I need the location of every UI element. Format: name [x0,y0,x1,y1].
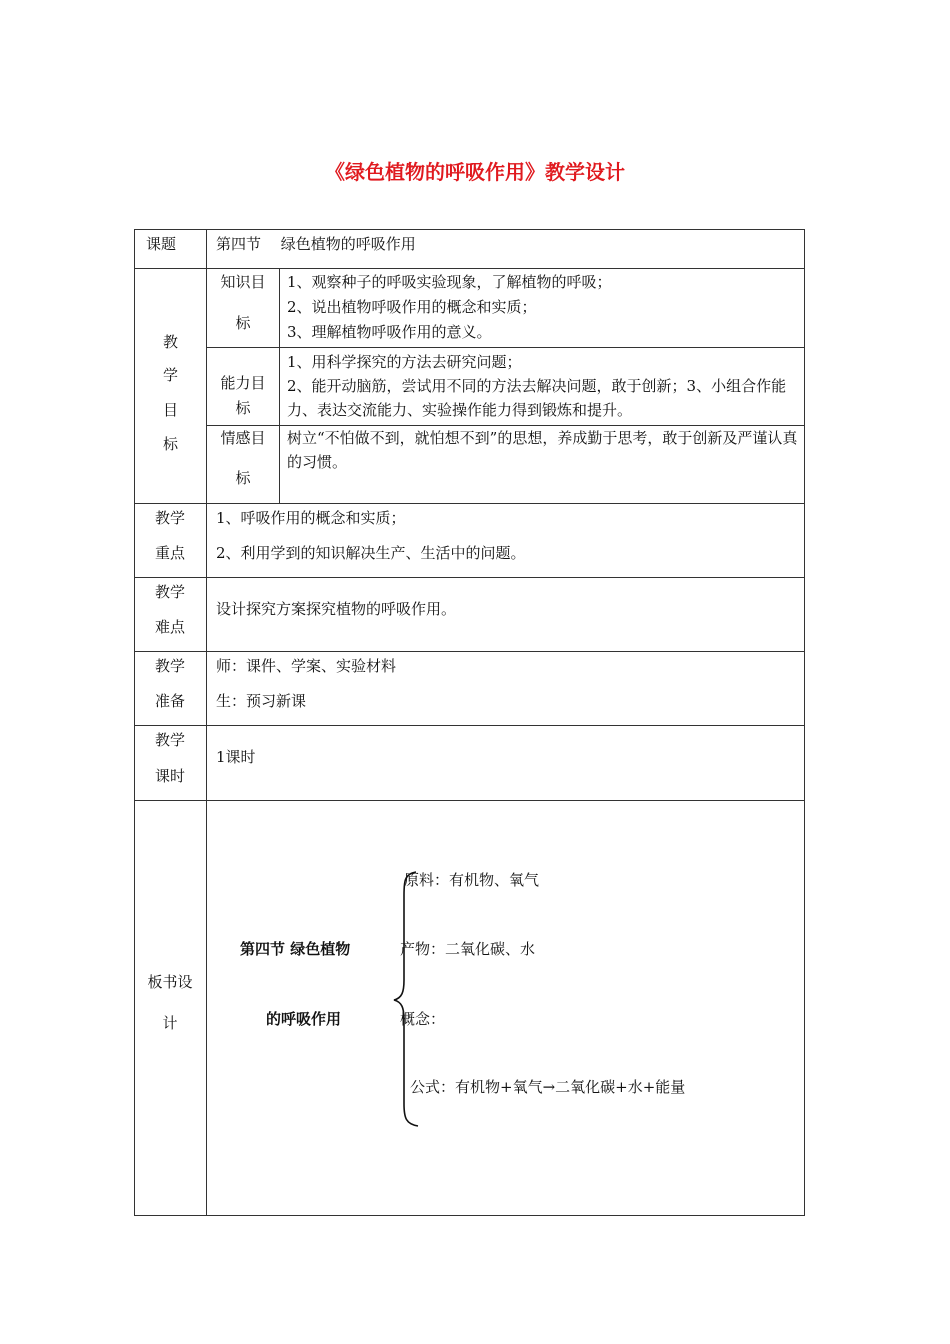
key-points-label: 重点 [154,544,185,562]
topic-label: 课题 [146,235,177,253]
objectives-label-char: 目 [163,401,179,419]
hours-label: 教学 [154,731,185,749]
objectives-label-char: 教 [163,333,179,351]
hours-text: 1课时 [216,748,256,766]
objectives-label-char: 标 [163,435,179,453]
board-item: 公式：有机物+氧气→二氧化碳+水+能量 [410,1078,686,1096]
ability-item: 2、能开动脑筋，尝试用不同的方法去解决问题，敢于创新；3、小组合作能力、表达交流能力、实验操作能力得到锻炼和提升。 [287,377,787,419]
topic-value: 第四节 绿色植物的呼吸作用 [216,235,416,253]
preparation-item: 生：预习新课 [216,692,307,710]
board-item: 概念： [400,1010,446,1028]
preparation-label: 准备 [154,692,185,710]
preparation-label: 教学 [154,657,185,675]
knowledge-item: 2、说出植物呼吸作用的概念和实质； [287,298,537,316]
ability-label: 能力目 [220,374,266,392]
ability-item: 1、用科学探究的方法去研究问题； [287,353,522,371]
hours-label: 课时 [154,767,185,785]
key-point-item: 1、呼吸作用的概念和实质； [216,509,406,527]
knowledge-item: 3、理解植物呼吸作用的意义。 [287,323,492,341]
emotion-label: 情感目 [220,429,266,447]
ability-label: 标 [235,399,251,417]
difficulty-text: 设计探究方案探究植物的呼吸作用。 [216,600,457,618]
document-title: 《绿色植物的呼吸作用》教学设计 [325,160,625,184]
board-heading: 的呼吸作用 [266,1010,342,1028]
board-item: 原料：有机物、氧气 [404,871,540,889]
board-label: 计 [162,1014,178,1032]
board-heading: 第四节 绿色植物 [240,940,351,958]
board-label: 板书设 [147,973,193,991]
knowledge-item: 1、观察种子的呼吸实验现象，了解植物的呼吸； [287,273,612,291]
difficulty-label: 教学 [154,583,185,601]
difficulty-label: 难点 [154,618,185,636]
objectives-label-char: 学 [163,366,179,384]
key-points-label: 教学 [154,509,185,527]
emotion-label: 标 [235,469,251,487]
preparation-item: 师：课件、学案、实验材料 [216,657,397,675]
emotion-text: 树立“不怕做不到，就怕想不到”的思想，养成勤于思考，敢于创新及严谨认真的习惯。 [287,429,798,471]
knowledge-label: 标 [235,314,251,332]
board-item: 产物：二氧化碳、水 [400,940,536,958]
key-point-item: 2、利用学到的知识解决生产、生活中的问题。 [216,544,526,562]
knowledge-label: 知识目 [220,273,266,291]
